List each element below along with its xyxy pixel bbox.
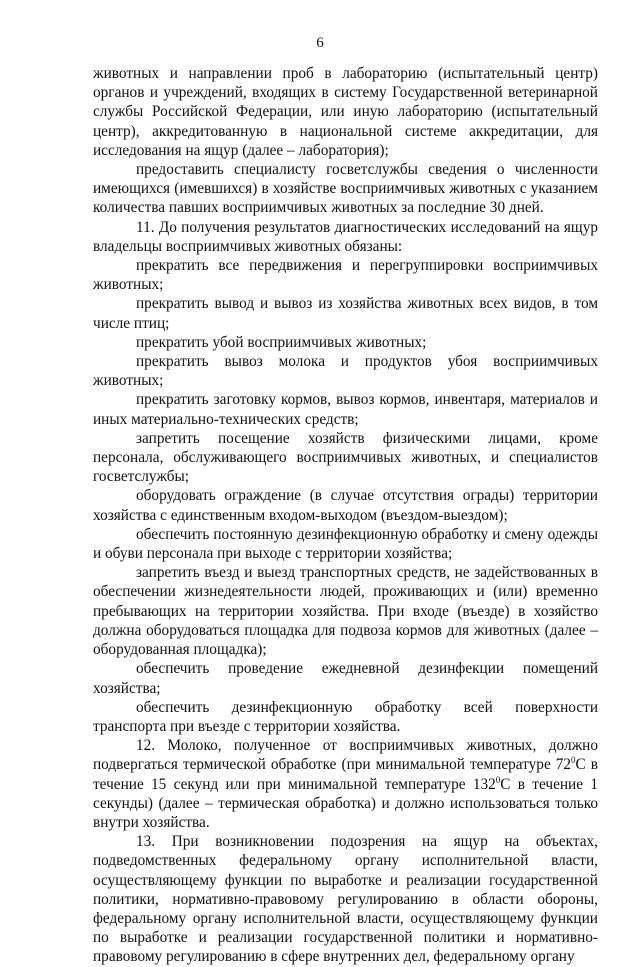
paragraph-continued: животных и направлении проб в лабораторию (испытательный центр) органов и учреждений, входящих в систему Государственной ветеринарной службы Российской Федерации, или иную лабораторию (испытательный центр), аккредитованную в национальной системе аккредитации, для исследования на ящур (далее – лаборатория); bbox=[93, 65, 598, 159]
text-segment: С в течение 15 секунд или при минимальной температуре 132 bbox=[93, 756, 598, 793]
paragraph: предоставить специалисту госветслужбы сведения о численности имеющихся (имевшихся) в хозяйстве восприимчивых животных с указанием количества павших восприимчивых животных за последние 30 дней. bbox=[93, 161, 598, 217]
paragraph: обеспечить проведение ежедневной дезинфекции помещений хозяйства; bbox=[93, 660, 598, 697]
paragraph: прекратить вывоз молока и продуктов убоя восприимчивых животных; bbox=[93, 353, 598, 390]
paragraph-item-13: 13. При возникновении подозрения на ящур на объектах, подведомственных федеральному органу исполнительной власти, осуществляющему функции по выработке и реализации государственной политики, нормативно-правовому регулированию в области обороны, федеральному органу исполнительной власти, осуществляющему функции по выработке и реализации государственной политики и нормативно-правовому регулированию в сфере внутренних дел, федеральному органу bbox=[93, 833, 598, 966]
paragraph: оборудовать ограждение (в случае отсутствия ограды) территории хозяйства с единственным входом-выходом (въездом-выездом); bbox=[93, 487, 598, 524]
paragraph: запретить посещение хозяйств физическими лицами, кроме персонала, обслуживающего восприимчивых животных, и специалистов госветслужбы; bbox=[93, 429, 598, 486]
paragraph: обеспечить постоянную дезинфекционную обработку и смену одежды и обуви персонала при выходе с территории хозяйства; bbox=[93, 525, 598, 563]
degree-superscript: 0 bbox=[495, 774, 501, 785]
text-segment: С в течение 1 секунды) (далее – термическая обработка) и должно использоваться только внутри хозяйства. bbox=[93, 775, 598, 831]
degree-superscript: 0 bbox=[571, 755, 576, 766]
document-body bbox=[93, 64, 598, 967]
paragraph: прекратить убой восприимчивых животных; bbox=[136, 333, 427, 351]
paragraph: обеспечить дезинфекционную обработку всей поверхности транспорта при въезде с территории хозяйства. bbox=[93, 698, 598, 735]
paragraph: запретить въезд и выезд транспортных средств, не задействованных в обеспечении жизнедеятельности людей, проживающих и (или) временно пребывающих на территории хозяйства. При входе (въезде) в хозяйство должна оборудоваться площадка для подвоза кормов для животных (далее – оборудованная площадка); bbox=[93, 564, 598, 659]
paragraph-item-12 bbox=[93, 736, 598, 832]
text-segment: 12. Молоко, полученное от восприимчивых животных, должно подвергаться термической обработке (при минимальной температуре 72 bbox=[93, 737, 598, 774]
paragraph: прекратить вывод и вывоз из хозяйства животных всех видов, в том числе птиц; bbox=[93, 295, 598, 332]
paragraph-item-11: 11. До получения результатов диагностических исследований на ящур владельцы восприимчивых животных обязаны: bbox=[93, 218, 598, 255]
paragraph: прекратить заготовку кормов, вывоз кормов, инвентаря, материалов и иных материально-технических средств; bbox=[93, 391, 598, 428]
page-number: 6 bbox=[316, 35, 324, 51]
paragraph: прекратить все передвижения и перегруппировки восприимчивых животных; bbox=[93, 257, 598, 294]
